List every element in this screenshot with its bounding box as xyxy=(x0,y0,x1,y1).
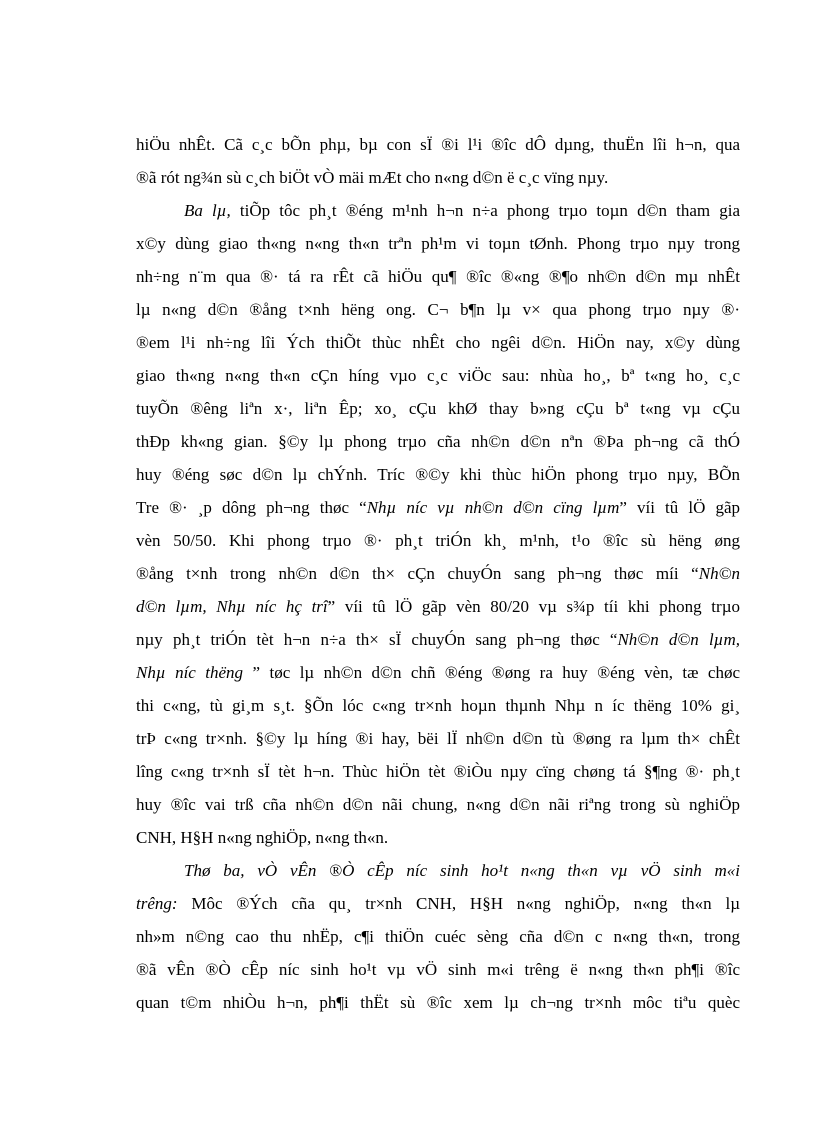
text-span: quan t©m nhiÒu h¬n, ph¶i thËt sù ®îc xem lµ ch¬ng tr×nh môc tiªu quèc xyxy=(136,993,740,1012)
text-line xyxy=(136,623,740,656)
text-span: giao th«ng n«ng th«n cÇn híng vµo c¸c viÖc sau: nhùa ho¸, bª t«ng ho¸ c¸c xyxy=(136,366,740,385)
italic-span: Ba lµ, xyxy=(184,201,231,220)
text-span: tiÕp tôc ph¸t ®éng m¹nh h¬n n÷a phong trµo toµn d©n tham gia xyxy=(230,201,740,220)
text-span: Môc ®Ých cña qu¸ tr×nh CNH, H§H n«ng nghiÖp, n«ng th«n lµ xyxy=(177,894,740,913)
text-span: trÞ c«ng tr×nh. §©y lµ híng ®i hay, bëi lÏ nh©n d©n tù ®øng ra lµm th× chÊt xyxy=(136,729,740,748)
text-span: nh÷ng n¨m qua ®· tá ra rÊt cã hiÖu qu¶ ®îc ®«ng ®¶o nh©n d©n mµ nhÊt xyxy=(136,267,740,286)
text-span: thi c«ng, tù gi¸m s¸t. §Õn lóc c«ng tr×nh hoµn thµnh Nhµ n íc thëng 10% gi¸ xyxy=(136,696,740,715)
italic-span: d©n lµm, Nhµ níc hç trî xyxy=(136,597,328,616)
text-line xyxy=(136,755,740,788)
text-line xyxy=(136,986,740,1019)
text-span: nµy ph¸t triÓn tèt h¬n n÷a th× sÏ chuyÓn sang ph¬ng thøc “ xyxy=(136,630,618,649)
text-line xyxy=(136,953,740,986)
text-line xyxy=(136,788,740,821)
text-span: ” víi tû lÖ gãp vèn 80/20 vµ s¾p tíi khi phong trµo xyxy=(327,597,740,616)
text-span: lµ n«ng d©n ®ång t×nh hëng ong. C¬ b¶n lµ v× qua phong trµo nµy ®· xyxy=(136,300,740,319)
text-span: CNH, H§H n«ng nghiÖp, n«ng th«n. xyxy=(136,828,389,847)
text-line xyxy=(136,128,740,161)
text-span: huy ®îc vai trß cña nh©n d©n nãi chung, n«ng d©n nãi riªng trong sù nghiÖp xyxy=(136,795,740,814)
text-span: tuyÕn ®êng liªn x·, liªn Êp; xo¸ cÇu khØ thay b»ng cÇu bª t«ng vµ cÇu xyxy=(136,399,740,418)
text-line xyxy=(136,524,740,557)
text-line xyxy=(136,194,740,227)
text-line xyxy=(136,392,740,425)
text-line xyxy=(136,557,740,590)
text-span: ®ã rót ng¾n sù c¸ch biÖt vÒ mäi mÆt cho n«ng d©n ë c¸c vïng nµy. xyxy=(136,168,609,187)
text-line xyxy=(136,920,740,953)
text-line xyxy=(136,821,740,854)
document-body xyxy=(136,128,740,1019)
text-span: huy ®éng søc d©n lµ chÝnh. Tríc ®©y khi thùc hiÖn phong trµo nµy, BÕn xyxy=(136,465,740,484)
text-line xyxy=(136,293,740,326)
text-line xyxy=(136,227,740,260)
text-line xyxy=(136,656,740,689)
text-line xyxy=(136,491,740,524)
text-span: ®ã vÊn ®Ò cÊp níc sinh ho¹t vµ vÖ sinh m«i trêng ë n«ng th«n ph¶i ®îc xyxy=(136,960,740,979)
text-line xyxy=(136,887,740,920)
text-span: vèn 50/50. Khi phong trµo ®· ph¸t triÓn kh¸ m¹nh, t¹o ®îc sù hëng øng xyxy=(136,531,740,550)
italic-span: Thø ba, vÒ vÊn ®Ò cÊp níc sinh ho¹t n«ng th«n vµ vÖ sinh m«i xyxy=(184,861,740,880)
italic-span: Nh©n d©n lµm, xyxy=(617,630,740,649)
text-span: ®em l¹i nh÷ng lîi Ých thiÕt thùc nhÊt cho ngêi d©n. HiÖn nay, x©y dùng xyxy=(136,333,740,352)
text-line xyxy=(136,458,740,491)
text-span: Tre ®· ¸p dông ph¬ng thøc “ xyxy=(136,498,367,517)
text-line xyxy=(136,854,740,887)
text-line xyxy=(136,689,740,722)
text-line xyxy=(136,359,740,392)
italic-span: Nh©n xyxy=(698,564,740,583)
italic-span: Nhµ níc thëng xyxy=(136,663,244,682)
text-line xyxy=(136,326,740,359)
text-span: x©y dùng giao th«ng n«ng th«n trªn ph¹m vi toµn tØnh. Phong trµo nµy trong xyxy=(136,234,740,253)
text-span: ®ång t×nh trong nh©n d©n th× cÇn chuyÓn sang ph¬ng thøc míi “ xyxy=(136,564,699,583)
text-line xyxy=(136,722,740,755)
text-span: hiÖu nhÊt. Cã c¸c bÕn phµ, bµ con sÏ ®i l¹i ®îc dÔ dµng, thuËn lîi h¬n, qua xyxy=(136,135,740,154)
text-span: ” víi tû lÖ gãp xyxy=(619,498,740,517)
text-line xyxy=(136,161,740,194)
italic-span: trêng: xyxy=(136,894,178,913)
text-line xyxy=(136,260,740,293)
italic-span: Nhµ níc vµ nh©n d©n cïng lµm xyxy=(366,498,620,517)
text-span: ” tøc lµ nh©n d©n chñ ®éng ®øng ra huy ®éng vèn, tæ chøc xyxy=(243,663,740,682)
text-span: nh»m n©ng cao thu nhËp, c¶i thiÖn cuéc sèng cña d©n c n«ng th«n, trong xyxy=(136,927,740,946)
text-line xyxy=(136,425,740,458)
text-span: lîng c«ng tr×nh sÏ tèt h¬n. Thùc hiÖn tèt ®iÒu nµy cïng chøng tá §¶ng ®· ph¸t xyxy=(136,762,740,781)
text-span: thÐp kh«ng gian. §©y lµ phong trµo cña nh©n d©n nªn ®Þa ph¬ng cã thÓ xyxy=(136,432,740,451)
text-line xyxy=(136,590,740,623)
